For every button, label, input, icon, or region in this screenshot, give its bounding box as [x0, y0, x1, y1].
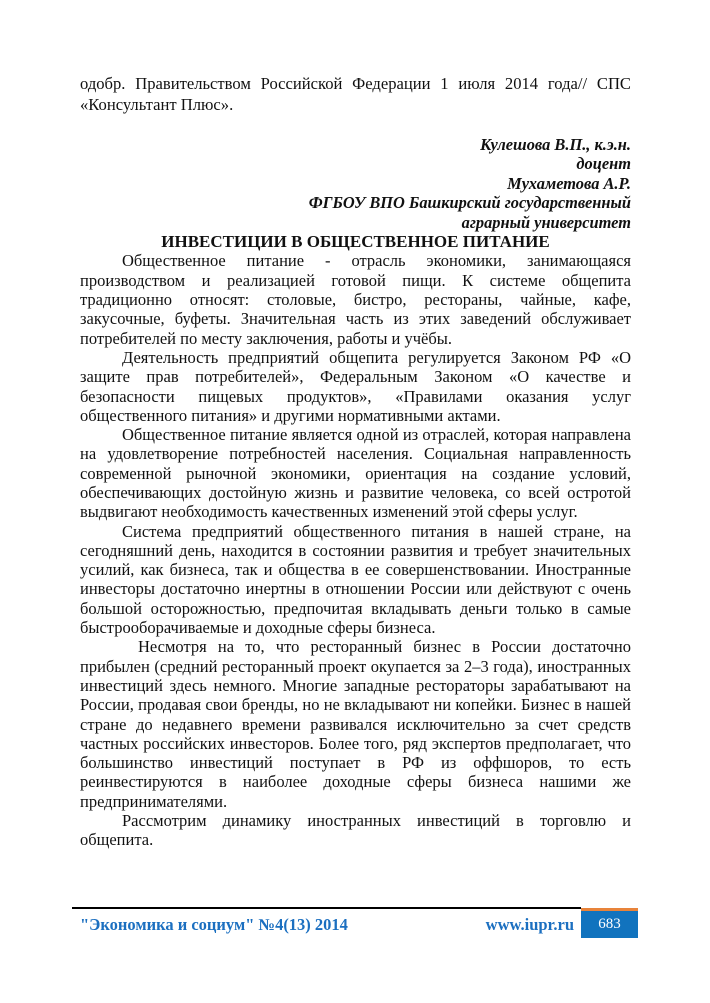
page-number: 683 [598, 916, 621, 932]
affiliation-line-1: ФГБОУ ВПО Башкирский государственный [308, 193, 631, 213]
page-number-box [581, 908, 638, 938]
site-url[interactable]: www.iupr.ru [485, 915, 574, 934]
body-paragraph-1: Общественное питание - отрасль экономики, занимающаяся производством и реализацией готовой пищи. К системе общепита традиционно относят: столовые, бистро, рестораны, чайные, кафе, закусочные, буфеты. Значительная часть из этих заведений обслуживает потребителей по месту заключения, работы и учёбы. [80, 251, 631, 348]
body-paragraph-5: Несмотря на то, что ресторанный бизнес в России достаточно прибылен (средний ресторанный проект окупается за 2–3 года), иностранных инвестиций здесь немного. Многие западные рестораторы зарабатывают на России, продавая свои бренды, но не вкладывают ни копейки. Бизнес в нашей стране до недавнего времени развивался исключительно за счет средств частных российских инвесторов. Более того, ряд экспертов предполагает, что большинство инвестиций поступает в РФ из оффшоров, то есть реинвестируются в наиболее доходные сферы бизнеса нашими же предпринимателями. [80, 637, 631, 811]
author-degree: доцент [576, 154, 631, 174]
page-footer [80, 915, 574, 935]
affiliation-line-2: аграрный университет [461, 212, 631, 232]
body-paragraph-3: Общественное питание является одной из отраслей, которая направлена на удовлетворение потребностей населения. Социальная направленность современной рыночной экономики, ориентация на создание условий, обеспечивающих достойную жизнь и развитие человека, со всей остротой выдвигают необходимость качественных изменений этой сферы услуг. [80, 425, 631, 522]
author-block [80, 135, 631, 232]
footer-divider [72, 907, 581, 909]
body-paragraph-6: Рассмотрим динамику иностранных инвестиций в торговлю и общепита. [80, 811, 631, 850]
author-name: Кулешова В.П., к.э.н. [480, 135, 631, 154]
body-paragraph-2: Деятельность предприятий общепита регулируется Законом РФ «О защите прав потребителей», Федеральным Законом «О качестве и безопасности пищевых продуктов», «Правилами оказания услуг общественного питания» и другими нормативными актами. [80, 347, 631, 425]
author-name-2: Мухаметова А.Р. [507, 173, 631, 193]
body-paragraph-4: Система предприятий общественного питания в нашей стране, на сегодняшний день, находится в состоянии развития и требует значительных усилий, как бизнеса, так и общества в ее совершенствовании. Иностранные инвесторы достаточно инертны в отношении России или действуют с очень большой осторожностью, предпочитая вкладывать деньги только в самые быстрооборачиваемые и доходные сферы бизнеса. [80, 521, 631, 638]
journal-name: "Экономика и социум" №4(13) 2014 [80, 915, 348, 934]
approval-note: одобр. Правительством Российской Федерации 1 июля 2014 года// СПС «Консультант Плюс». [80, 74, 631, 114]
document-body [80, 74, 631, 850]
article-title: ИНВЕСТИЦИИ В ОБЩЕСТВЕННОЕ ПИТАНИЕ [161, 232, 550, 252]
